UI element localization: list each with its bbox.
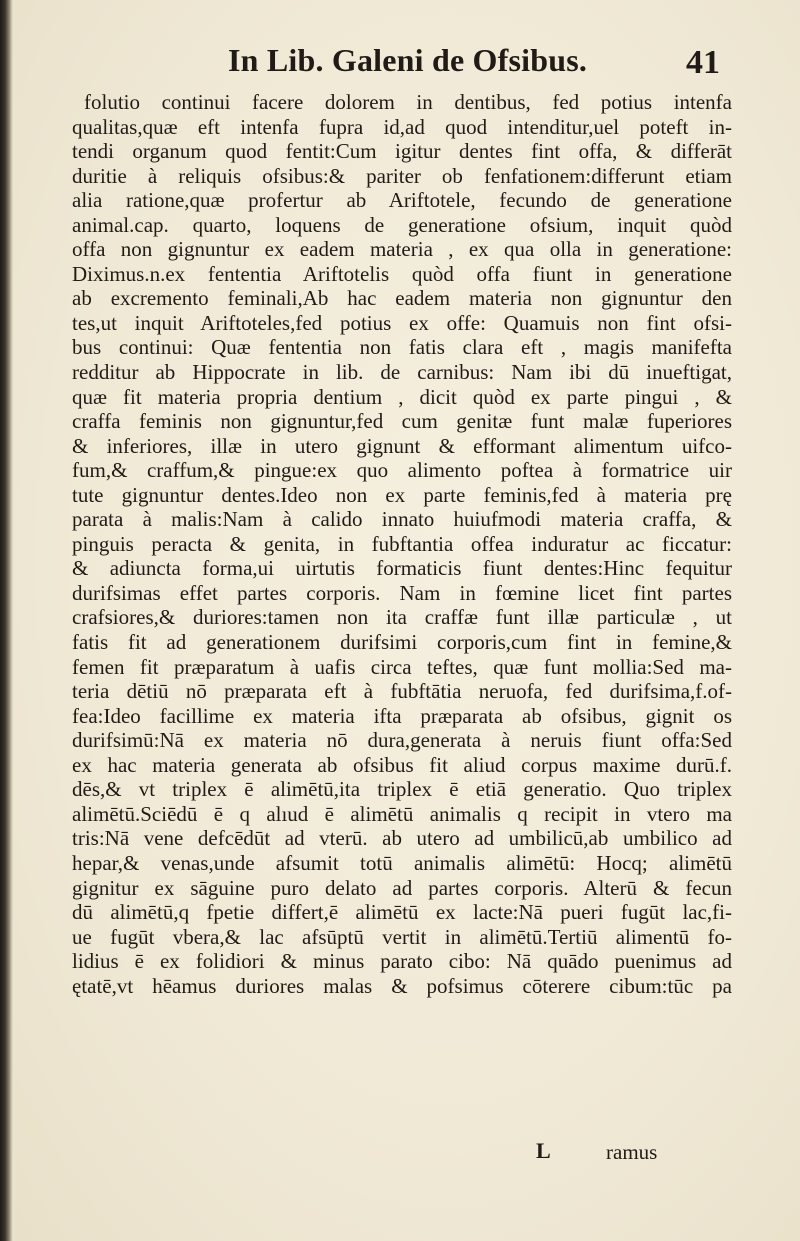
text-line: animal.cap. quarto, loquens de generatione ofsium, inquit quòd	[72, 212, 732, 237]
body-text	[72, 90, 732, 998]
signature-mark: L	[536, 1138, 551, 1163]
text-line: offa non gignuntur ex eadem materia , ex qua olla in generatione:	[72, 237, 732, 262]
text-line: teria dētiū nō præparata eft à fubftātia neruofa, fed durifsima,f.of-	[72, 679, 732, 704]
text-line: durifsimū:Nā ex materia nō dura,generata à neruis fiunt offa:Sed	[72, 728, 732, 753]
catchword: ramus	[606, 1140, 658, 1164]
text-line: parata à malis:Nam à calido innato huiufmodi materia craffa, &	[72, 507, 732, 532]
text-line: pinguis peracta & genita, in fubftantia offea induratur ac ficcatur:	[72, 531, 732, 556]
text-line: ex hac materia generata ab ofsibus fit aliud corpus maxime durū.f.	[72, 752, 732, 777]
text-line: hepar,& venas,unde afsumit totū animalis alimētū: Hocq; alimētū	[72, 850, 732, 875]
text-line: gignitur ex sāguine puro delato ad partes corporis. Alterū & fecun	[72, 875, 732, 900]
text-line: fatis fit ad generationem durifsimi corporis,cum fint in femine,&	[72, 630, 732, 655]
text-line: quæ fit materia propria dentium , dicit quòd ex parte pingui , &	[72, 384, 732, 409]
binding-gutter	[0, 0, 14, 1241]
page-footer	[0, 1136, 800, 1172]
text-line: lidius ē ex folidiori & minus parato cibo: Nā quādo puenimus ad	[72, 949, 732, 974]
text-line: crafsiores,& duriores:tamen non ita craffæ funt illæ particulæ , ut	[72, 605, 732, 630]
text-line: femen fit præparatum à uafis circa teftes, quæ funt mollia:Sed ma-	[72, 654, 732, 679]
text-line: dū alimētū,q fpetie differt,ē alimētū ex lacte:Nā pueri fugūt lac,fi-	[72, 900, 732, 925]
text-line: bus continui: Quæ fententia non fatis clara eft , magis manifefta	[72, 335, 732, 360]
text-line: Diximus.n.ex fententia Ariftotelis quòd offa fiunt in generatione	[72, 261, 732, 286]
running-head: In Lib. Galeni de Ofsibus.	[228, 42, 588, 78]
text-line: ab excremento feminali,Ab hac eadem materia non gignuntur den	[72, 286, 732, 311]
text-line: tris:Nā vene defcēdūt ad vterū. ab utero ad umbilicū,ab umbilico ad	[72, 826, 732, 851]
page-header	[0, 38, 800, 90]
text-line: tes,ut inquit Ariftoteles,fed potius ex offe: Quamuis non fint ofsi-	[72, 310, 732, 335]
page-number: 41	[686, 44, 720, 81]
text-line: folutio continui facere dolorem in dentibus, fed potius intenfa	[84, 90, 732, 114]
text-line: & adiuncta forma,ui uirtutis formaticis fiunt dentes:Hinc fequitur	[72, 556, 732, 581]
text-line: duritie à reliquis ofsibus:& pariter ob fenfationem:differunt etiam	[72, 163, 732, 188]
text-line: alimētū.Sciēdū ē q alıud ē alimētū animalis q recipit in vtero ma	[72, 801, 732, 826]
text-line: craffa feminis non gignuntur,fed cum genitæ funt malæ fuperiores	[72, 409, 732, 434]
text-line: fum,& craffum,& pingue:ex quo alimento poftea à formatrice uir	[72, 458, 732, 483]
text-line: ętatē,vt hēamus duriores malas & pofsimus cōterere cibum:tūc pa	[72, 973, 732, 998]
text-line: qualitas,quæ eft intenfa fupra id,ad quod intenditur,uel poteft in-	[72, 114, 732, 139]
text-line: & inferiores, illæ in utero gignunt & efformant alimentum uifco-	[72, 433, 732, 458]
text-line: ue fugūt vbera,& lac afsūptū vertit in alimētū.Tertiū alimentū fo-	[72, 924, 732, 949]
text-line: tute gignuntur dentes.Ideo non ex parte feminis,fed à materia prę	[72, 482, 732, 507]
text-line: alia ratione,quæ profertur ab Ariftotele, fecundo de generatione	[72, 188, 732, 213]
text-line: redditur ab Hippocrate in lib. de carnibus: Nam ibi dū inueftigat,	[72, 360, 732, 385]
text-line: fea:Ideo facillime ex materia ifta præparata ab ofsibus, gignit os	[72, 703, 732, 728]
text-line: durifsimas effet partes corporis. Nam in fœmine licet fint partes	[72, 580, 732, 605]
text-line: dēs,& vt triplex ē alimētū,ita triplex ē etiā generatio. Quo triplex	[72, 777, 732, 802]
text-line: tendi organum quod fentit:Cum igitur dentes fint offa, & differāt	[72, 139, 732, 164]
